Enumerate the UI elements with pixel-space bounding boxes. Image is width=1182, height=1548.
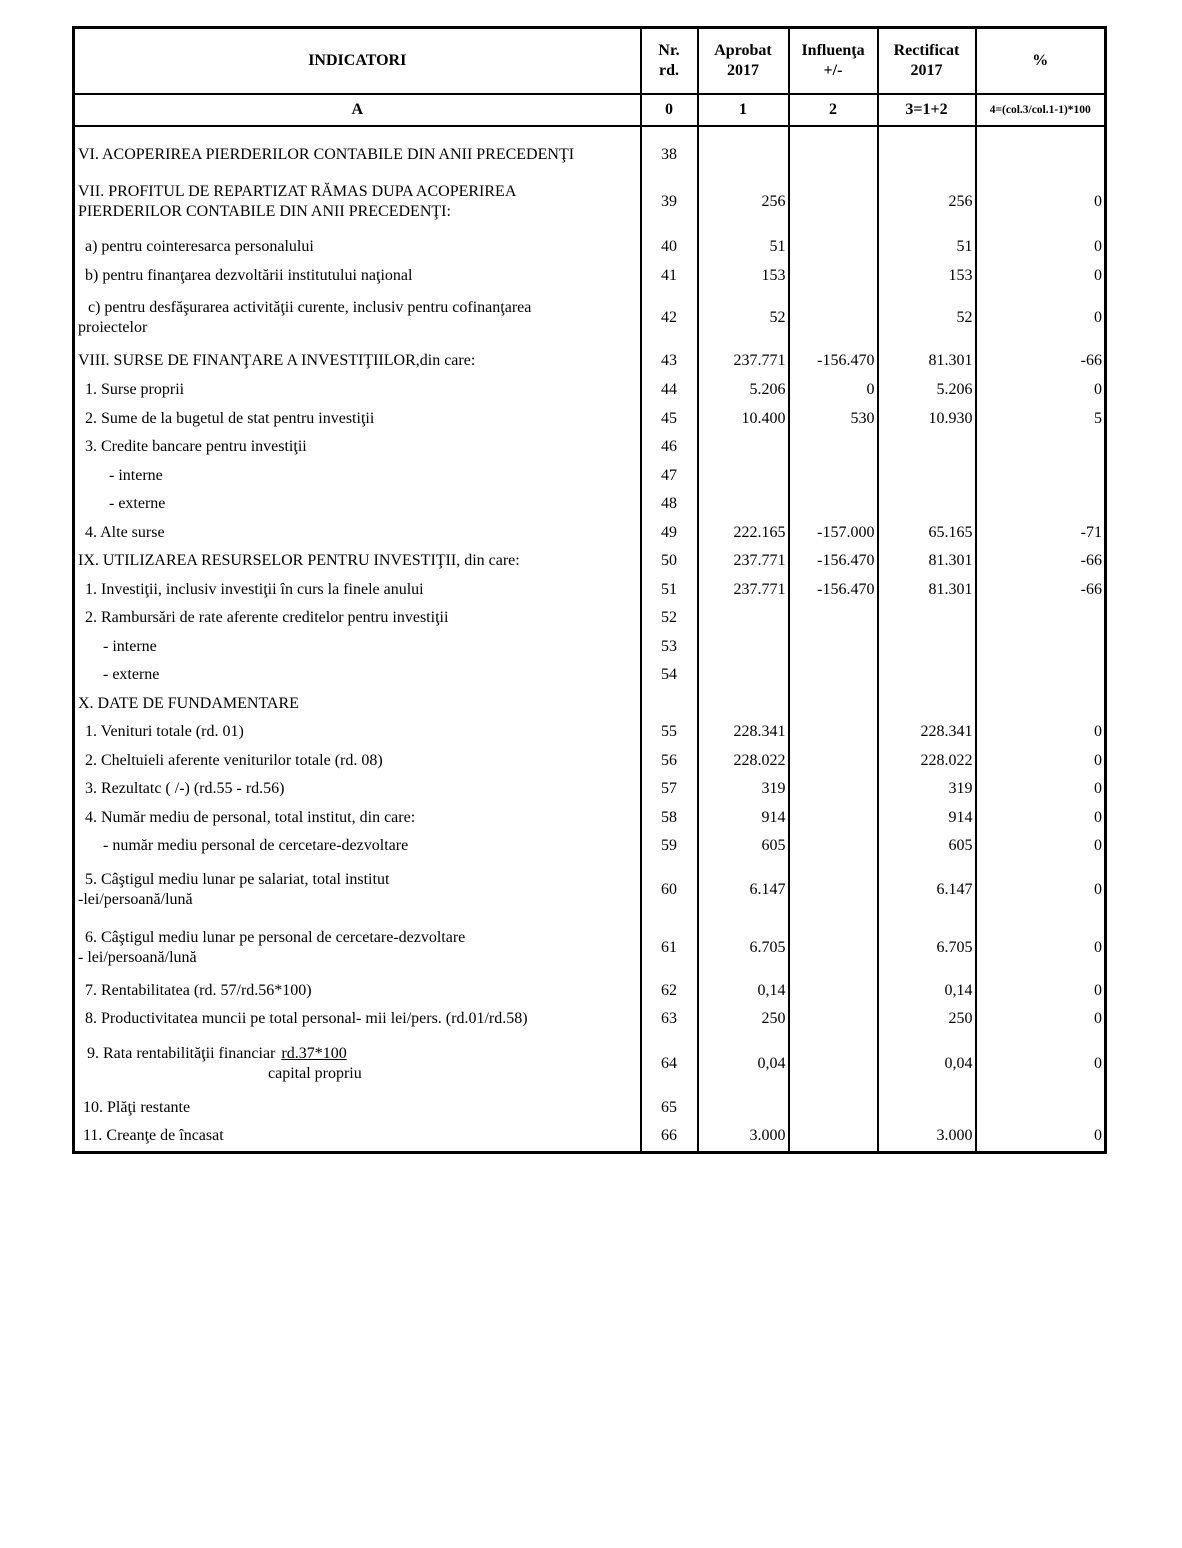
row-nr: 63 — [641, 1005, 698, 1034]
table-row — [74, 171, 1106, 233]
row-influenta — [789, 661, 878, 690]
row-indicator: 10. Plăţi restante — [74, 1094, 641, 1123]
table-row — [74, 633, 1106, 662]
row-percent: 5 — [976, 405, 1106, 434]
row-indicator-line1: 5. Câştigul mediu lunar pe salariat, total institut — [85, 870, 390, 888]
row-indicator: - interne — [74, 462, 641, 491]
header-nr-rd — [641, 28, 698, 95]
row-percent: -66 — [976, 576, 1106, 605]
row-rectificat: 81.301 — [878, 576, 976, 605]
row-percent: -71 — [976, 519, 1106, 548]
row-percent — [976, 139, 1106, 171]
row-percent — [976, 433, 1106, 462]
row-nr: 40 — [641, 233, 698, 262]
indicators-table — [72, 26, 1107, 1154]
header-nr-line2: rd. — [659, 62, 679, 79]
table-row — [74, 919, 1106, 977]
row-influenta — [789, 262, 878, 291]
row-rectificat: 0,14 — [878, 977, 976, 1006]
row-indicator-line2: - lei/persoană/lună — [78, 948, 197, 966]
row-aprobat: 3.000 — [698, 1122, 789, 1152]
row-influenta — [789, 171, 878, 233]
row-influenta — [789, 633, 878, 662]
col-index-4: 4=(col.3/col.1-1)*100 — [976, 94, 1106, 126]
row-influenta: 0 — [789, 376, 878, 405]
row-nr: 48 — [641, 490, 698, 519]
row-rectificat: 3.000 — [878, 1122, 976, 1152]
row-indicator-line2: proiectelor — [78, 319, 148, 336]
row-aprobat — [698, 604, 789, 633]
table-row — [74, 519, 1106, 548]
row-influenta — [789, 861, 878, 919]
row-nr: 39 — [641, 171, 698, 233]
row-influenta — [789, 290, 878, 346]
row-indicator: X. DATE DE FUNDAMENTARE — [74, 690, 641, 719]
row-influenta — [789, 1094, 878, 1123]
table-row — [74, 233, 1106, 262]
row-aprobat — [698, 462, 789, 491]
table-row — [74, 604, 1106, 633]
row-nr: 42 — [641, 290, 698, 346]
row-indicator: - externe — [74, 661, 641, 690]
row-rectificat — [878, 1094, 976, 1123]
table-header — [74, 28, 1106, 127]
row-nr: 60 — [641, 861, 698, 919]
row-indicator: 7. Rentabilitatea (rd. 57/rd.56*100) — [74, 977, 641, 1006]
row-indicator-line1: 6. Câştigul mediu lunar pe personal de cercetare-dezvoltare — [85, 928, 466, 946]
row-percent: 0 — [976, 1005, 1106, 1034]
row-indicator: - externe — [74, 490, 641, 519]
row-influenta — [789, 747, 878, 776]
row-rectificat: 319 — [878, 775, 976, 804]
header-influenta — [789, 28, 878, 95]
row-indicator: 4. Număr mediu de personal, total institut, din care: — [74, 804, 641, 833]
col-index-0: 0 — [641, 94, 698, 126]
row-rectificat: 605 — [878, 832, 976, 861]
row-percent: 0 — [976, 376, 1106, 405]
row-influenta — [789, 718, 878, 747]
row-nr: 54 — [641, 661, 698, 690]
col-index-3: 3=1+2 — [878, 94, 976, 126]
row-rectificat: 228.022 — [878, 747, 976, 776]
table-body — [74, 126, 1106, 1152]
table-row — [74, 747, 1106, 776]
row-aprobat — [698, 433, 789, 462]
header-row — [74, 28, 1106, 95]
row-rectificat: 6.147 — [878, 861, 976, 919]
row-nr: 61 — [641, 919, 698, 977]
row-rectificat — [878, 490, 976, 519]
row-rectificat: 256 — [878, 171, 976, 233]
table-row — [74, 576, 1106, 605]
row-aprobat — [698, 690, 789, 719]
row-influenta — [789, 977, 878, 1006]
row-aprobat — [698, 490, 789, 519]
row-indicator — [74, 919, 641, 977]
row-influenta — [789, 233, 878, 262]
row-percent — [976, 690, 1106, 719]
row-influenta: -156.470 — [789, 547, 878, 576]
row-nr: 65 — [641, 1094, 698, 1123]
row-indicator: 1. Surse proprii — [74, 376, 641, 405]
row-indicator: 8. Productivitatea muncii pe total personal- mii lei/pers. (rd.01/rd.58) — [74, 1005, 641, 1034]
row-percent: 0 — [976, 1122, 1106, 1152]
row-nr: 58 — [641, 804, 698, 833]
row-aprobat: 153 — [698, 262, 789, 291]
row-indicator-line2: -lei/persoană/lună — [78, 890, 193, 908]
row-aprobat: 237.771 — [698, 346, 789, 376]
table-row — [74, 290, 1106, 346]
row-rectificat: 228.341 — [878, 718, 976, 747]
row-rectificat: 52 — [878, 290, 976, 346]
table-spacer-row — [74, 126, 1106, 139]
row-indicator-line1: VII. PROFITUL DE REPARTIZAT RĂMAS DUPA ACOPERIREA — [78, 183, 517, 200]
row-indicator: 3. Rezultatc ( /-) (rd.55 - rd.56) — [74, 775, 641, 804]
row-influenta — [789, 604, 878, 633]
row-percent — [976, 490, 1106, 519]
header-rectificat-line1: Rectificat — [893, 42, 960, 59]
row-influenta — [789, 804, 878, 833]
row-percent: -66 — [976, 346, 1106, 376]
row-indicator: 3. Credite bancare pentru investiţii — [74, 433, 641, 462]
header-rectificat — [878, 28, 976, 95]
row-rectificat: 81.301 — [878, 547, 976, 576]
row-indicator-line2: PIERDERILOR CONTABILE DIN ANII PRECEDENŢI: — [78, 203, 451, 220]
row-rectificat: 914 — [878, 804, 976, 833]
row-nr: 52 — [641, 604, 698, 633]
row-rectificat: 5.206 — [878, 376, 976, 405]
col-index-1: 1 — [698, 94, 789, 126]
row-indicator — [74, 861, 641, 919]
row-indicator-line1: 9. Rata rentabilităţii financiar — [87, 1044, 276, 1062]
table-row — [74, 775, 1106, 804]
table-row — [74, 861, 1106, 919]
row-aprobat: 256 — [698, 171, 789, 233]
row-rectificat: 153 — [878, 262, 976, 291]
row-percent — [976, 1094, 1106, 1123]
row-rectificat: 65.165 — [878, 519, 976, 548]
row-nr: 56 — [641, 747, 698, 776]
row-indicator: 2. Sume de la bugetul de stat pentru investiţii — [74, 405, 641, 434]
row-indicator: b) pentru finanţarea dezvoltării institutului naţional — [74, 262, 641, 291]
row-percent: 0 — [976, 775, 1106, 804]
row-aprobat: 228.022 — [698, 747, 789, 776]
row-aprobat: 914 — [698, 804, 789, 833]
row-rectificat — [878, 690, 976, 719]
row-percent: 0 — [976, 804, 1106, 833]
row-aprobat: 6.705 — [698, 919, 789, 977]
table-row — [74, 1034, 1106, 1094]
row-influenta — [789, 490, 878, 519]
row-aprobat: 319 — [698, 775, 789, 804]
row-aprobat: 0,14 — [698, 977, 789, 1006]
row-rectificat: 0,04 — [878, 1034, 976, 1094]
row-indicator: - interne — [74, 633, 641, 662]
row-influenta: 530 — [789, 405, 878, 434]
row-indicator: 11. Creanţe de încasat — [74, 1122, 641, 1152]
row-nr: 41 — [641, 262, 698, 291]
fraction-denominator: capital propriu — [268, 1064, 362, 1082]
row-aprobat — [698, 633, 789, 662]
row-aprobat: 5.206 — [698, 376, 789, 405]
table-row — [74, 462, 1106, 491]
row-aprobat: 52 — [698, 290, 789, 346]
row-nr: 57 — [641, 775, 698, 804]
row-percent: 0 — [976, 233, 1106, 262]
row-nr: 45 — [641, 405, 698, 434]
table-row — [74, 262, 1106, 291]
column-index-row — [74, 94, 1106, 126]
table-row — [74, 1094, 1106, 1123]
row-nr: 53 — [641, 633, 698, 662]
row-indicator — [74, 290, 641, 346]
row-indicator: 4. Alte surse — [74, 519, 641, 548]
header-aprobat — [698, 28, 789, 95]
header-rectificat-line2: 2017 — [910, 62, 943, 79]
budget-indicators-sheet — [72, 26, 1104, 1154]
row-influenta — [789, 1034, 878, 1094]
row-nr: 43 — [641, 346, 698, 376]
row-indicator-line1: c) pentru desfăşurarea activităţii curente, inclusiv pentru cofinanţarea — [88, 299, 532, 316]
row-percent — [976, 604, 1106, 633]
row-percent — [976, 633, 1106, 662]
row-percent: 0 — [976, 171, 1106, 233]
row-percent: -66 — [976, 547, 1106, 576]
row-nr: 50 — [641, 547, 698, 576]
row-percent — [976, 661, 1106, 690]
row-aprobat: 237.771 — [698, 547, 789, 576]
row-percent: 0 — [976, 861, 1106, 919]
row-aprobat: 605 — [698, 832, 789, 861]
row-aprobat — [698, 661, 789, 690]
row-influenta — [789, 1122, 878, 1152]
table-row — [74, 1005, 1106, 1034]
header-aprobat-line1: Aprobat — [714, 42, 772, 59]
row-nr: 38 — [641, 139, 698, 171]
row-indicator: VI. ACOPERIREA PIERDERILOR CONTABILE DIN ANII PRECEDENŢI — [74, 139, 641, 171]
row-rectificat — [878, 139, 976, 171]
table-row — [74, 139, 1106, 171]
fraction-numerator: rd.37*100 — [281, 1044, 347, 1062]
row-nr: 66 — [641, 1122, 698, 1152]
table-row — [74, 547, 1106, 576]
row-indicator: VIII. SURSE DE FINANŢARE A INVESTIŢIILOR,din care: — [74, 346, 641, 376]
header-percent: % — [976, 28, 1106, 95]
row-aprobat: 6.147 — [698, 861, 789, 919]
row-influenta — [789, 775, 878, 804]
row-aprobat: 0,04 — [698, 1034, 789, 1094]
row-indicator: IX. UTILIZAREA RESURSELOR PENTRU INVESTIŢII, din care: — [74, 547, 641, 576]
row-percent: 0 — [976, 747, 1106, 776]
table-row — [74, 1122, 1106, 1152]
row-nr: 51 — [641, 576, 698, 605]
header-indicatori: INDICATORI — [74, 28, 641, 95]
header-nr-line1: Nr. — [658, 42, 680, 59]
row-rectificat: 10.930 — [878, 405, 976, 434]
row-aprobat: 51 — [698, 233, 789, 262]
row-rectificat — [878, 604, 976, 633]
row-influenta — [789, 462, 878, 491]
table-row — [74, 405, 1106, 434]
table-row — [74, 433, 1106, 462]
row-aprobat: 237.771 — [698, 576, 789, 605]
row-percent: 0 — [976, 262, 1106, 291]
row-indicator: - număr mediu personal de cercetare-dezvoltare — [74, 832, 641, 861]
row-aprobat: 10.400 — [698, 405, 789, 434]
row-percent: 0 — [976, 977, 1106, 1006]
row-nr: 47 — [641, 462, 698, 491]
row-rectificat — [878, 433, 976, 462]
row-percent: 0 — [976, 919, 1106, 977]
row-rectificat: 250 — [878, 1005, 976, 1034]
row-aprobat: 250 — [698, 1005, 789, 1034]
row-indicator: 1. Investiţii, inclusiv investiţii în curs la finele anului — [74, 576, 641, 605]
row-rectificat: 51 — [878, 233, 976, 262]
row-percent: 0 — [976, 832, 1106, 861]
col-index-a: A — [74, 94, 641, 126]
table-row — [74, 346, 1106, 376]
row-nr: 44 — [641, 376, 698, 405]
row-influenta — [789, 919, 878, 977]
row-indicator — [74, 1034, 641, 1094]
row-percent: 0 — [976, 718, 1106, 747]
row-indicator: 2. Rambursări de rate aferente creditelor pentru investiţii — [74, 604, 641, 633]
row-indicator: a) pentru cointeresarca personalului — [74, 233, 641, 262]
row-influenta — [789, 832, 878, 861]
row-indicator — [74, 171, 641, 233]
col-index-2: 2 — [789, 94, 878, 126]
header-influenta-line1: Influenţa — [801, 42, 865, 59]
row-aprobat: 222.165 — [698, 519, 789, 548]
row-percent: 0 — [976, 290, 1106, 346]
header-aprobat-line2: 2017 — [727, 62, 759, 79]
row-influenta: -156.470 — [789, 346, 878, 376]
row-nr: 49 — [641, 519, 698, 548]
row-influenta — [789, 1005, 878, 1034]
row-influenta: -157.000 — [789, 519, 878, 548]
row-influenta: -156.470 — [789, 576, 878, 605]
table-row — [74, 804, 1106, 833]
row-rectificat — [878, 462, 976, 491]
row-nr: 64 — [641, 1034, 698, 1094]
row-nr: 55 — [641, 718, 698, 747]
row-percent: 0 — [976, 1034, 1106, 1094]
row-rectificat: 81.301 — [878, 346, 976, 376]
header-influenta-line2: +/- — [823, 62, 843, 79]
table-row — [74, 661, 1106, 690]
row-indicator: 1. Venituri totale (rd. 01) — [74, 718, 641, 747]
row-rectificat — [878, 633, 976, 662]
table-row — [74, 490, 1106, 519]
row-nr: 62 — [641, 977, 698, 1006]
row-nr — [641, 690, 698, 719]
table-row — [74, 977, 1106, 1006]
table-row — [74, 690, 1106, 719]
row-rectificat: 6.705 — [878, 919, 976, 977]
table-row — [74, 832, 1106, 861]
row-aprobat — [698, 1094, 789, 1123]
row-aprobat: 228.341 — [698, 718, 789, 747]
row-influenta — [789, 139, 878, 171]
row-influenta — [789, 690, 878, 719]
table-row — [74, 718, 1106, 747]
row-nr: 46 — [641, 433, 698, 462]
row-rectificat — [878, 661, 976, 690]
table-row — [74, 376, 1106, 405]
row-aprobat — [698, 139, 789, 171]
row-nr: 59 — [641, 832, 698, 861]
row-indicator: 2. Cheltuieli aferente veniturilor totale (rd. 08) — [74, 747, 641, 776]
row-influenta — [789, 433, 878, 462]
row-percent — [976, 462, 1106, 491]
